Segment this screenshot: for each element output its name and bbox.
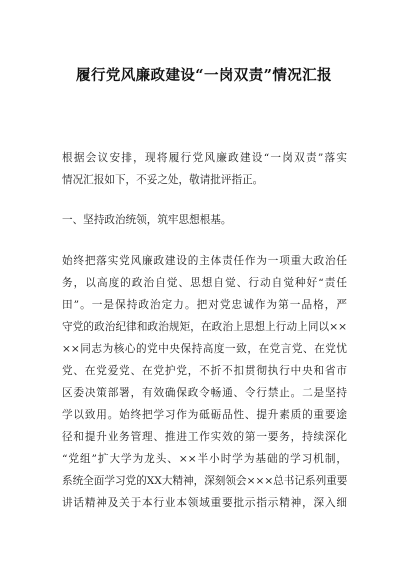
body-line: 系统全面学习党的XX大精神，深刻领会×××总书记系列重要 xyxy=(62,475,348,487)
body-line: 务，以高度的政治自觉、思想自觉、行动自觉种好“责任 xyxy=(62,277,347,289)
body-line: 田”。一是保持政治定力。把对党忠诚作为第一品格，严 xyxy=(62,299,347,311)
intro-line: 情况汇报如下，不妥之处，敬请批评指正。 xyxy=(62,174,264,186)
body-line: 区委决策部署，有效确保政令畅通、令行禁止。二是坚持 xyxy=(62,387,347,399)
body-line: 始终把落实党风廉政建设的主体责任作为一项重大政治任 xyxy=(62,255,347,267)
body-line: “党组”扩大学为龙头、××半小时学为基础的学习机制， xyxy=(62,453,347,465)
body-line: 讲话精神及关于本行业本领域重要批示指示精神，深入细 xyxy=(62,497,347,509)
body-line: ××同志为核心的党中央保持高度一致，在党言党、在党忧 xyxy=(62,343,347,355)
section-heading: 一、坚持政治统领，筑牢思想根基。 xyxy=(62,214,232,226)
document-title: 履行党风廉政建设“一岗双责”情况汇报 xyxy=(76,67,332,84)
body-line: 守党的政治纪律和政治规矩，在政治上思想上行动上同以×× xyxy=(62,321,347,333)
intro-line: 根据会议安排，现将履行党风廉政建设“一岗双责”落实 xyxy=(62,152,347,164)
body-line: 学以致用。始终把学习作为砥砺品性、提升素质的重要途 xyxy=(62,409,347,421)
body-line: 党、在党爱党、在党护党，不折不扣贯彻执行中央和省市 xyxy=(62,365,347,377)
body-line: 径和提升业务管理、推进工作实效的第一要务，持续深化 xyxy=(62,431,347,443)
